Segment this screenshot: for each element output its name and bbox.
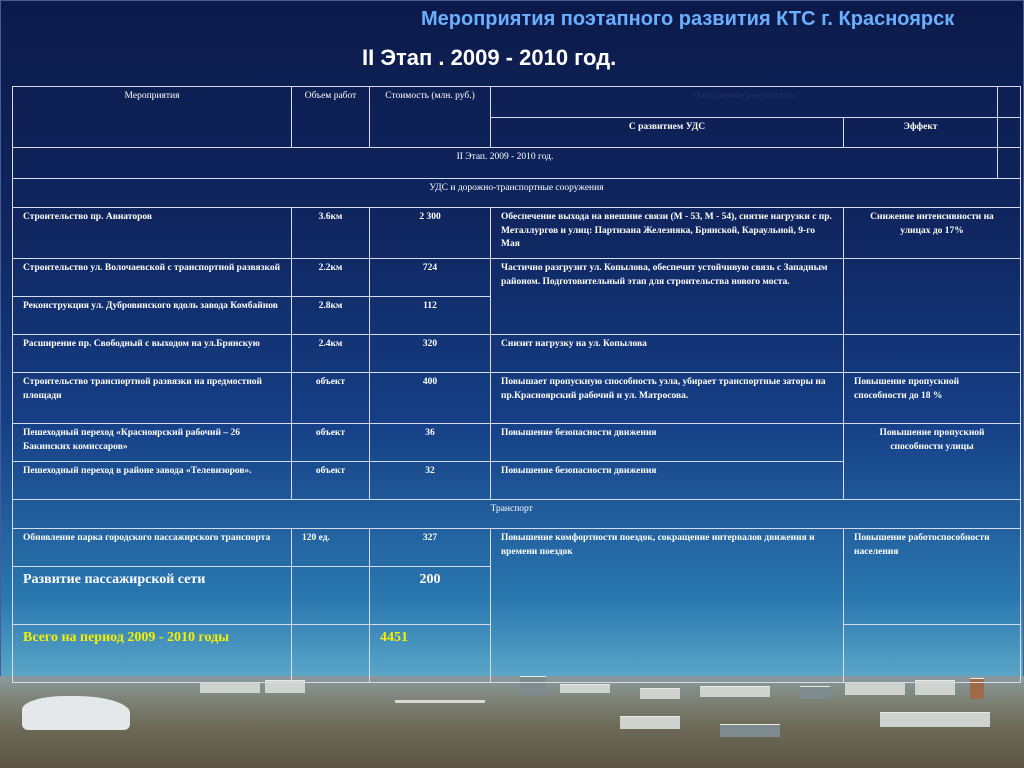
row-name: Пешеходный переход «Красноярский рабочий – 26 Бакинских комиссаров» xyxy=(13,424,292,462)
section-transport: Транспорт xyxy=(491,500,844,529)
total-label: Всего на период 2009 - 2010 годы xyxy=(13,625,292,683)
row-result: Частично разгрузит ул. Копылова, обеспечит устойчивую связь с Западным районом. Подготовительный этап для строительства нового моста. xyxy=(491,259,844,335)
total-value: 4451 xyxy=(370,625,491,683)
slide-title: Мероприятия поэтапного развития КТС г. Красноярск xyxy=(421,8,955,30)
row-result: Снизит нагрузку на ул. Копылова xyxy=(491,335,844,373)
row-result: Обеспечение выхода на внешние связи (М - 53, М - 54), снятие нагрузки с пр. Металлургов и улиц: Партизана Железняка, Брянской, Караульной, 9-го Мая xyxy=(491,208,844,259)
row-result: Повышение комфортности поездок, сокращение интервалов движения и времени поездок xyxy=(491,529,844,683)
header-effect: Эффект xyxy=(844,117,998,148)
row-cost: 36 xyxy=(370,424,491,462)
row-name: Обновление парка городского пассажирского транспорта xyxy=(13,529,292,567)
row-cost: 400 xyxy=(370,373,491,424)
slide-subtitle: II Этап . 2009 - 2010 год. xyxy=(362,45,617,70)
row-name: Строительство транспортной развязки на предмостной площади xyxy=(13,373,292,424)
row-volume: 2.8км xyxy=(292,297,370,335)
header-with-uds: С развитием УДС xyxy=(491,117,844,148)
header-expected-results: Ожидаемые результаты xyxy=(491,87,998,118)
row-cost: 2 300 xyxy=(370,208,491,259)
header-spacer xyxy=(998,117,1021,148)
header-cost: Стоимость (млн. руб.) xyxy=(370,87,491,148)
header-activities: Мероприятия xyxy=(13,87,292,148)
row-name: Реконструкция ул. Дубровинского вдоль завода Комбайнов xyxy=(13,297,292,335)
row-effect: Повышение работоспособности населения xyxy=(844,529,1021,625)
row-result: Повышение безопасности движения xyxy=(491,462,844,500)
row-volume: объект xyxy=(292,462,370,500)
header-spacer xyxy=(998,87,1021,118)
header-volume: Объем работ xyxy=(292,87,370,148)
row-effect: Снижение интенсивности на улицах до 17% xyxy=(844,208,1021,259)
row-name: Строительство пр. Авиаторов xyxy=(13,208,292,259)
row-volume xyxy=(292,567,370,625)
row-cost: 32 xyxy=(370,462,491,500)
row-name: Строительство ул. Волочаевской с транспортной развязкой xyxy=(13,259,292,297)
row-name: Развитие пассажирской сети xyxy=(13,567,292,625)
row-cost: 200 xyxy=(370,567,491,625)
table-row xyxy=(13,529,1021,567)
row-cost: 327 xyxy=(370,529,491,567)
table-row xyxy=(13,373,1021,424)
row-effect: Повышение пропускной способности до 18 % xyxy=(844,373,1021,424)
row-cost: 112 xyxy=(370,297,491,335)
row-result: Повышает пропускную способность узла, убирает транспортные заторы на пр.Красноярский рабочий и ул. Матросова. xyxy=(491,373,844,424)
city-panorama-image xyxy=(0,676,1024,768)
row-volume: 3.6км xyxy=(292,208,370,259)
row-volume: 2.2км xyxy=(292,259,370,297)
row-cost: 320 xyxy=(370,335,491,373)
row-volume: объект xyxy=(292,424,370,462)
stage-row: II Этап. 2009 - 2010 год. xyxy=(13,148,998,179)
row-effect xyxy=(844,335,1021,373)
section-uds: УДС и дорожно-транспортные сооружения xyxy=(13,179,1021,208)
measures-table xyxy=(12,86,1021,683)
table-row xyxy=(13,335,1021,373)
row-volume: 2.4км xyxy=(292,335,370,373)
table-row xyxy=(13,259,1021,297)
row-volume: 120 ед. xyxy=(292,529,370,567)
row-result: Повышение безопасности движения xyxy=(491,424,844,462)
row-name: Расширение пр. Свободный с выходом на ул.Брянскую xyxy=(13,335,292,373)
stage-row-spacer xyxy=(998,148,1021,179)
row-effect: Повышение пропускной способности улицы xyxy=(844,424,1021,500)
row-name: Пешеходный переход в районе завода «Телевизоров». xyxy=(13,462,292,500)
table-row xyxy=(13,424,1021,462)
row-effect xyxy=(844,259,1021,335)
row-cost: 724 xyxy=(370,259,491,297)
section-transport-left xyxy=(13,500,292,529)
row-volume: объект xyxy=(292,373,370,424)
table-row xyxy=(13,208,1021,259)
